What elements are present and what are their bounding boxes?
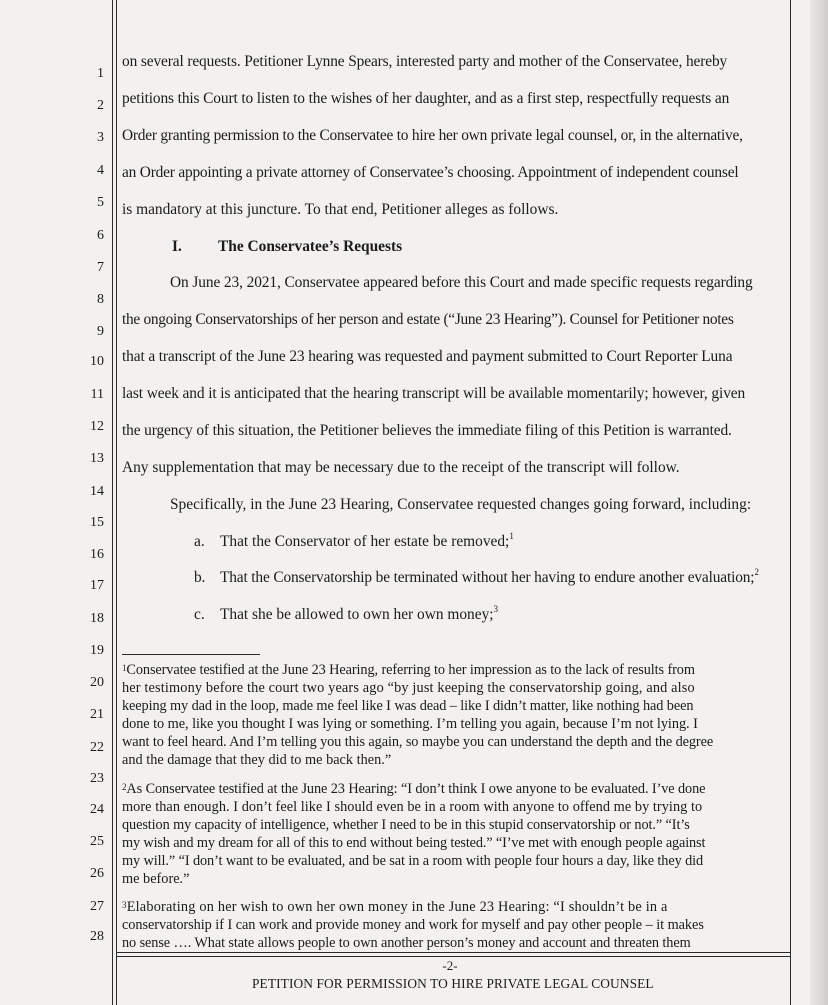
list-item-label: c. <box>194 606 205 623</box>
line-number: 28 <box>90 929 104 944</box>
left-margin-rule-inner <box>116 0 117 1005</box>
footnote-ref: 2 <box>754 567 759 577</box>
list-item <box>194 606 498 624</box>
footer-title: PETITION FOR PERMISSION TO HIRE PRIVATE LEGAL COUNSEL <box>252 976 654 991</box>
line-number: 22 <box>90 740 104 755</box>
line-number: 3 <box>97 130 104 145</box>
list-item <box>194 533 514 551</box>
list-item-text: That the Conservator of her estate be removed; <box>220 533 510 550</box>
line-number: 2 <box>97 98 104 113</box>
section-number: I. <box>172 238 182 255</box>
footnote-line: my will.” “I don’t want to be evaluated, and be sat in a room with people four hours a day, like they did <box>122 853 704 869</box>
line-number: 20 <box>90 675 104 690</box>
left-margin-rule-outer <box>112 0 113 1005</box>
line-number: 4 <box>97 163 104 178</box>
line-number: 18 <box>90 611 104 626</box>
footnote-line: question my capacity of intelligence, whether I need to be in this stupid conservatorship or not.” “It’s <box>122 817 690 833</box>
page-edge-shadow <box>810 0 828 1005</box>
line-number: 16 <box>90 547 104 562</box>
body-text-line: Order granting permission to the Conservatee to hire her own private legal counsel, or, in the alternative, <box>122 127 743 144</box>
section-title: The Conservatee’s Requests <box>218 238 403 255</box>
line-number: 27 <box>90 899 104 914</box>
line-number: 15 <box>90 515 104 530</box>
footnote-line: done to me, like you thought I was lying or something. I’m telling you again, because I’m not lying. I <box>122 716 698 732</box>
line-number: 12 <box>90 419 104 434</box>
footnote-line: me before.” <box>122 871 190 887</box>
footnote-marker: 1 <box>122 663 127 673</box>
right-margin-rule <box>790 0 791 1005</box>
footnote-line: my wish and my dream for all of this to end without being tested.” “I’ve met with enough people against <box>122 835 706 851</box>
footnote-ref: 1 <box>509 531 514 541</box>
footnote-line: keeping my dad in the loop, made me feel like I was dead – like I didn’t matter, like nothing had been <box>122 698 694 714</box>
line-number: 13 <box>90 451 104 466</box>
page-number: -2- <box>442 958 458 973</box>
list-item <box>194 569 759 587</box>
footnote-line: and the damage that they did to me back then.” <box>122 752 392 768</box>
footnote-line: no sense …. What state allows people to own another person’s money and account and threaten them <box>122 935 691 951</box>
line-number: 24 <box>90 802 104 817</box>
line-number: 10 <box>90 354 104 369</box>
footnote-marker: 2 <box>122 782 127 792</box>
line-number: 1 <box>97 66 104 81</box>
body-text-line: an Order appointing a private attorney of Conservatee’s choosing. Appointment of independent counsel <box>122 164 739 181</box>
line-number: 26 <box>90 866 104 881</box>
line-number: 14 <box>90 484 104 499</box>
line-number: 19 <box>90 643 104 658</box>
body-text-line: petitions this Court to listen to the wishes of her daughter, and as a first step, respectfully requests an <box>122 90 730 107</box>
body-text-line: Any supplementation that may be necessary due to the receipt of the transcript will follow. <box>122 459 680 476</box>
line-number: 11 <box>90 387 104 402</box>
body-text-line: Specifically, in the June 23 Hearing, Conservatee requested changes going forward, including: <box>170 496 752 513</box>
body-text-line: the urgency of this situation, the Petitioner believes the immediate filing of this Petition is warranted. <box>122 422 732 439</box>
body-text-line: that a transcript of the June 23 hearing was requested and payment submitted to Court Reporter Luna <box>122 348 733 365</box>
footnote-marker: 3 <box>122 900 127 910</box>
footnote-line: conservatorship if I can work and provide money and work for myself and pay other people – it makes <box>122 917 704 933</box>
list-item-text: That she be allowed to own her own money; <box>220 606 494 623</box>
footnote-line: want to feel heard. And I’m telling you this again, so maybe you can understand the depth and the degree <box>122 734 714 750</box>
line-number: 23 <box>90 771 104 786</box>
line-number: 8 <box>97 292 104 307</box>
body-text-line: last week and it is anticipated that the hearing transcript will be available momentarily; however, given <box>122 385 746 402</box>
footnote-line: $^1$Conservatee testified at the June 23 Hearing, referring to her impression as to the lack of results from <box>122 662 695 678</box>
footnote-line: more than enough. I don’t feel like I should even be in a room with anyone to offend me by trying to <box>122 799 703 815</box>
list-item-label: a. <box>194 533 205 550</box>
footnote-line: her testimony before the court two years ago “by just keeping the conservatorship going, and also <box>122 680 695 696</box>
footnote-line: $^3$Elaborating on her wish to own her own money in the June 23 Hearing: “I shouldn’t be in a <box>122 899 668 915</box>
footnote-ref: 3 <box>493 604 499 614</box>
footer-rule-top <box>116 952 790 953</box>
body-text-line: on several requests. Petitioner Lynne Spears, interested party and mother of the Conservatee, hereby <box>122 53 728 70</box>
line-number: 7 <box>97 260 104 275</box>
line-number: 25 <box>90 834 104 849</box>
footnote-line: $^2$As Conservatee testified at the June 23 Hearing: “I don’t think I owe anyone to be evaluated. I’ve done <box>122 781 706 797</box>
list-item-label: b. <box>194 569 206 586</box>
line-number: 17 <box>90 578 104 593</box>
list-item-text: That the Conservatorship be terminated without her having to endure another evaluation; <box>220 569 755 586</box>
line-number: 5 <box>97 195 104 210</box>
body-text-line: On June 23, 2021, Conservatee appeared before this Court and made specific requests regarding <box>170 274 753 291</box>
line-number: 6 <box>97 228 104 243</box>
body-text-line: the ongoing Conservatorships of her person and estate (“June 23 Hearing”). Counsel for Petitioner notes <box>122 311 734 328</box>
body-text-line: is mandatory at this juncture. To that end, Petitioner alleges as follows. <box>122 201 559 218</box>
line-number: 9 <box>97 324 104 339</box>
line-number: 21 <box>90 707 104 722</box>
footnote-separator <box>122 654 260 655</box>
